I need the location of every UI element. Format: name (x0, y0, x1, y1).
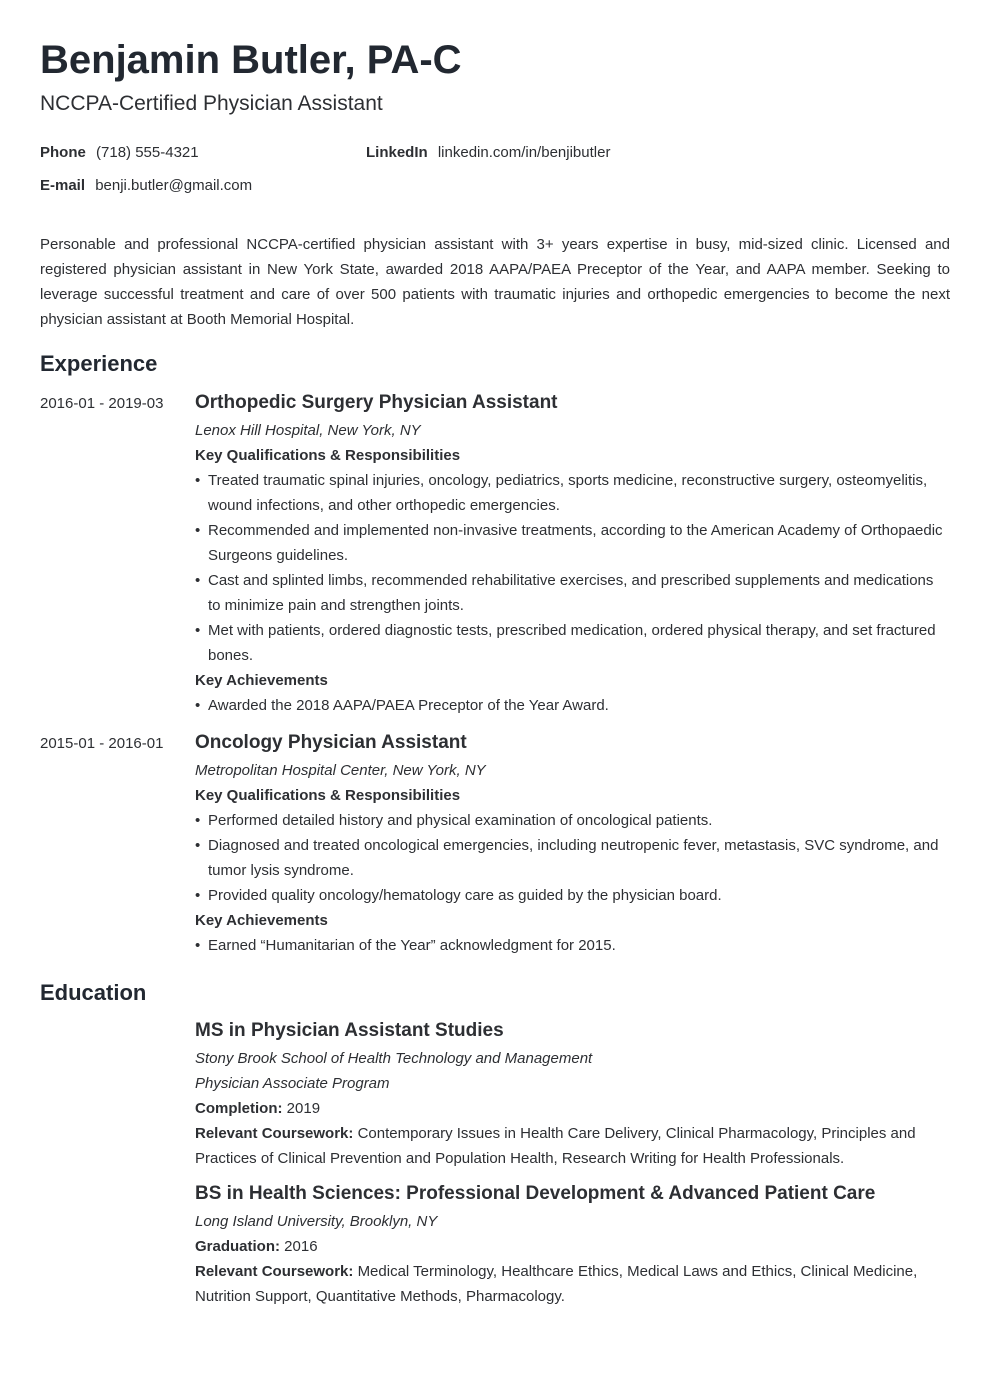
achievements-heading: Key Achievements (195, 912, 328, 929)
list-item: • Recommended and implemented non-invasive treatments, according to the American Academy of Orthopaedic Surgeons guidelines. (195, 518, 950, 568)
coursework-text: Medical Terminology, Healthcare Ethics, Medical Laws and Ethics, Clinical Medicine, Nutrition Support, Quantitative Methods, Pharmacology. (195, 1263, 918, 1305)
completion-label: Completion: (195, 1100, 283, 1117)
contact-phone (40, 143, 199, 163)
education-entry (40, 1018, 950, 1171)
job-role: Oncology Physician Assistant (195, 732, 467, 753)
completion-line (195, 1096, 950, 1121)
email-label: E-mail (40, 177, 86, 194)
achievements-heading: Key Achievements (195, 672, 328, 689)
responsibilities-heading: Key Qualifications & Responsibilities (195, 787, 461, 804)
school-name: Long Island University, Brooklyn, NY (195, 1213, 438, 1230)
job-dates: 2016-01 - 2019-03 (40, 395, 164, 412)
completion-year: 2019 (286, 1100, 321, 1117)
job-organization: Metropolitan Hospital Center, New York, NY (195, 762, 486, 779)
summary-paragraph: Personable and professional NCCPA-certified physician assistant with 3+ years expertise in busy, mid-sized clinic. Licensed and registered physician assistant in New York State, awarded 2018 AAPA/PAEA Preceptor of the Year, and AAPA member. Seeking to leverage successful treatment and care of over 500 patients with traumatic injuries and orthopedic emergencies to become the next physician assistant at Booth Memorial Hospital. (40, 236, 950, 328)
contact-email (40, 176, 252, 196)
program-name: Physician Associate Program (195, 1075, 390, 1092)
job-organization: Lenox Hill Hospital, New York, NY (195, 422, 421, 439)
graduation-line (195, 1234, 950, 1259)
experience-entry (40, 390, 950, 718)
list-item: • Met with patients, ordered diagnostic tests, prescribed medication, ordered physical therapy, and set fractured bones. (195, 618, 950, 668)
degree-title: BS in Health Sciences: Professional Development & Advanced Patient Care (195, 1183, 876, 1204)
achievements-list (195, 693, 950, 718)
experience-heading: Experience (40, 351, 158, 376)
list-item: • Provided quality oncology/hematology care as guided by the physician board. (195, 883, 950, 908)
coursework-label: Relevant Coursework: (195, 1125, 354, 1142)
job-dates: 2015-01 - 2016-01 (40, 735, 164, 752)
list-item: • Cast and splinted limbs, recommended rehabilitative exercises, and prescribed supplements and medications to minimize pain and strengthen joints. (195, 568, 950, 618)
responsibilities-list (195, 808, 950, 908)
list-item: • Awarded the 2018 AAPA/PAEA Preceptor of the Year Award. (195, 693, 950, 718)
phone-label: Phone (40, 144, 86, 161)
candidate-title: NCCPA-Certified Physician Assistant (40, 92, 383, 115)
coursework-label: Relevant Coursework: (195, 1263, 354, 1280)
contact-linkedin (366, 143, 610, 163)
resume-page (40, 36, 950, 1309)
candidate-name: Benjamin Butler, PA-C (40, 38, 462, 82)
coursework-text: Contemporary Issues in Health Care Delivery, Clinical Pharmacology, Principles and Practices of Clinical Prevention and Population Health, Research Writing for Health Professionals. (195, 1125, 916, 1167)
linkedin-value[interactable]: linkedin.com/in/benjibutler (437, 144, 611, 161)
degree-title: MS in Physician Assistant Studies (195, 1020, 504, 1041)
list-item: • Treated traumatic spinal injuries, oncology, pediatrics, sports medicine, reconstructive surgery, osteomyelitis, wound infections, and other orthopedic emergencies. (195, 468, 950, 518)
graduation-year: 2016 (284, 1238, 318, 1255)
list-item: • Earned “Humanitarian of the Year” acknowledgment for 2015. (195, 933, 950, 958)
coursework-line (195, 1121, 950, 1171)
list-item: • Performed detailed history and physical examination of oncological patients. (195, 808, 950, 833)
linkedin-label: LinkedIn (366, 144, 428, 161)
responsibilities-heading: Key Qualifications & Responsibilities (195, 447, 461, 464)
education-entry (40, 1181, 950, 1309)
school-name: Stony Brook School of Health Technology and Management (195, 1050, 593, 1067)
coursework-line (195, 1259, 950, 1309)
job-role: Orthopedic Surgery Physician Assistant (195, 392, 558, 413)
contact-info (40, 139, 950, 209)
experience-entry (40, 730, 950, 958)
education-heading: Education (40, 980, 147, 1005)
phone-value: (718) 555-4321 (96, 144, 199, 161)
responsibilities-list (195, 468, 950, 668)
graduation-label: Graduation: (195, 1238, 280, 1255)
achievements-list (195, 933, 950, 958)
list-item: • Diagnosed and treated oncological emergencies, including neutropenic fever, metastasis, SVC syndrome, and tumor lysis syndrome. (195, 833, 950, 883)
email-value[interactable]: benji.butler@gmail.com (95, 177, 253, 194)
